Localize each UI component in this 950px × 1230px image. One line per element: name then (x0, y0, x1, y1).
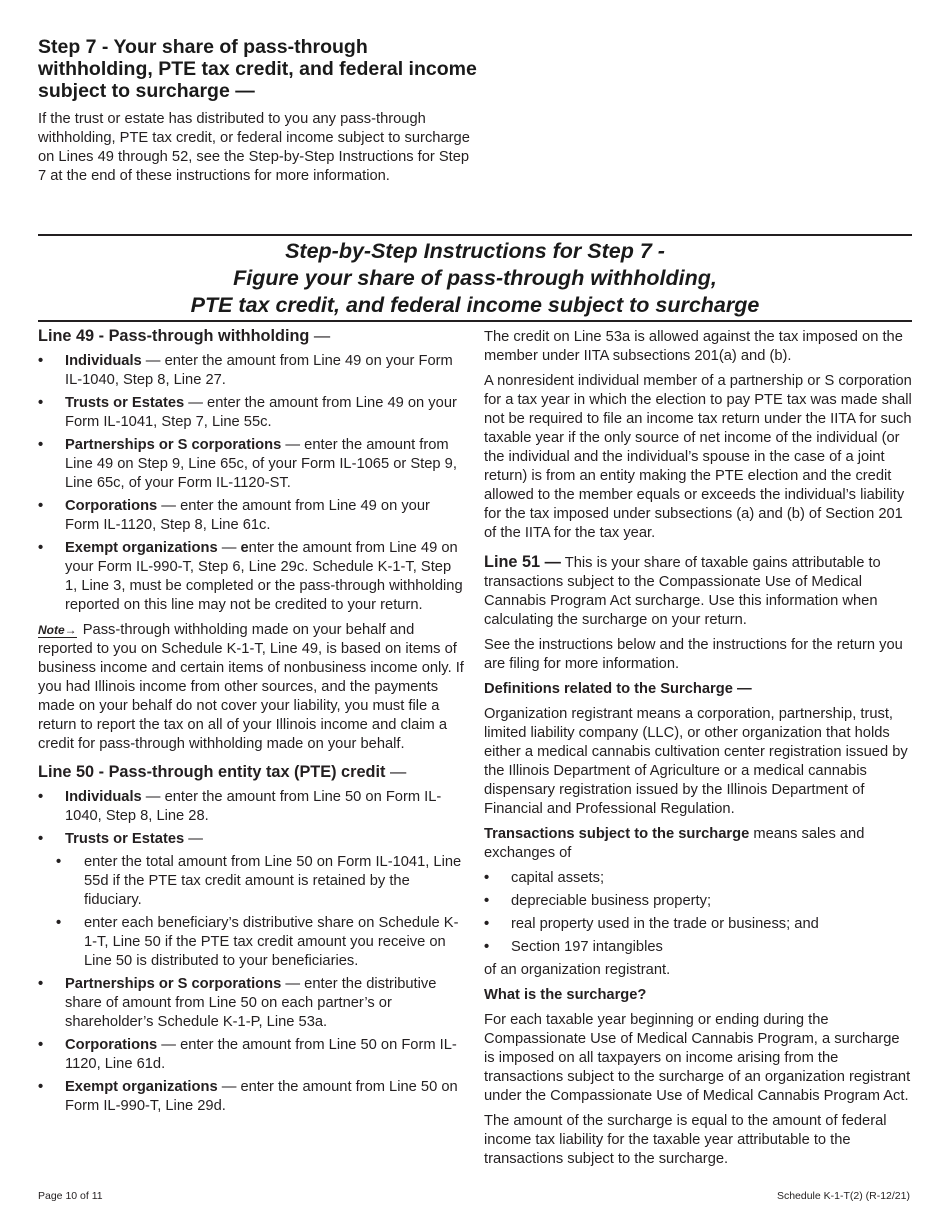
step7-intro (38, 36, 478, 186)
list-item: • Section 197 intangibles (484, 938, 912, 957)
list-item: • enter each beneficiary’s distributive share on Schedule K-1-T, Line 50 if the PTE tax credit amount you receive on Line 50 is distributed to your beneficiaries. (38, 914, 466, 971)
surcharge-amount-paragraph: The amount of the surcharge is equal to the amount of federal income tax liability for the taxable year attributable to the transactions subject to the surcharge. (484, 1113, 887, 1167)
list-item: • Partnerships or S corporations — enter the amount from Line 49 on Step 9, Line 65c, of your Form IL-1065 or Step 9, Line 65c, of your Form IL-1120-ST. (38, 436, 466, 493)
note-arrow-icon: Note→ (38, 623, 77, 637)
step-by-step-banner (38, 238, 912, 319)
list-item: • Individuals — enter the amount from Line 49 on your Form IL-1040, Step 8, Line 27. (38, 352, 466, 390)
line49-note: Note→ Pass-through withholding made on your behalf and reported to you on Schedule K-1-T, Line 49, is based on items of business income and certain items of nonbusiness income only. If you had Illinois income from other sources, and the payments made on your behalf do not cover your liability, you must file a return to report the tax on all of your Illinois income and claim a credit for pass-through withholding made on your behalf. (38, 622, 464, 752)
line49-heading: Line 49 - Pass-through withholding — (38, 327, 331, 345)
form-identifier: Schedule K-1-T(2) (R-12/21) (776, 1190, 910, 1202)
banner-bottom-rule (38, 320, 912, 322)
organization-registrant-paragraph: Organization registrant means a corporation, partnership, trust, limited liability company (LLC), or other organization that holds either a medical cannabis cultivation center registration issued by the Illinois Department of Agriculture or a medical cannabis dispensary registration issued by the Illinois Department of Financial and Professional Regulation. (484, 706, 908, 817)
left-column (38, 326, 466, 1120)
see-instructions-paragraph: See the instructions below and the instructions for the return you are filing for more information. (484, 637, 903, 672)
definitions-heading: Definitions related to the Surcharge — (484, 681, 752, 697)
line50-list (38, 788, 466, 849)
banner-line-3: PTE tax credit, and federal income subject to surcharge (190, 293, 760, 317)
banner-line-2: Figure your share of pass-through withholding, (233, 266, 717, 290)
list-item: • Exempt organizations — enter the amount from Line 50 on Form IL-990-T, Line 29d. (38, 1078, 466, 1116)
list-item: • Corporations — enter the amount from Line 49 on your Form IL-1120, Step 8, Line 61c. (38, 497, 466, 535)
what-is-surcharge-heading: What is the surcharge? (484, 987, 647, 1003)
list-item: • Trusts or Estates — (38, 830, 466, 849)
list-item: • capital assets; (484, 869, 912, 888)
page-number: Page 10 of 11 (38, 1190, 103, 1202)
transactions-list (484, 869, 912, 957)
list-item: • Partnerships or S corporations — enter the distributive share of amount from Line 50 on each partner’s or shareholder’s Schedule K-1-P, Line 53a. (38, 975, 466, 1032)
nonresident-paragraph: A nonresident individual member of a partnership or S corporation for a tax year in which the election to pay PTE tax was made shall not be required to file an income tax return under the IITA for such taxable year if the only source of net income of the individual (or the individual and the individual’s spouse in the case of a joint return) is from an entity making the PTE election and the credit allowed to the member equals or exceeds the individual’s liability for the tax imposed under subsections (a) and (b) of Section 201 of the IITA for the tax year. (484, 373, 912, 541)
line50-trusts-sublist (38, 853, 466, 971)
line50-list-cont (38, 975, 466, 1116)
list-item: • depreciable business property; (484, 892, 912, 911)
list-item: • Individuals — enter the amount from Line 50 on Form IL-1040, Step 8, Line 28. (38, 788, 466, 826)
list-item: • Trusts or Estates — enter the amount from Line 49 on your Form IL-1041, Step 7, Line 55c. (38, 394, 466, 432)
line49-list (38, 352, 466, 615)
banner-top-rule (38, 234, 912, 236)
list-item: • enter the total amount from Line 50 on Form IL-1041, Line 55d if the PTE tax credit amount is retained by the fiduciary. (38, 853, 466, 910)
step7-title: Step 7 - Your share of pass-through withholding, PTE tax credit, and federal income subject to surcharge — (38, 36, 477, 102)
list-item: • real property used in the trade or business; and (484, 915, 912, 934)
list-item: • Corporations — enter the amount from Line 50 on Form IL-1120, Line 61d. (38, 1036, 466, 1074)
step7-intro-text: If the trust or estate has distributed to you any pass-through withholding, PTE tax credit, or federal income subject to surcharge on Lines 49 through 52, see the Step-by-Step Instructions for Step 7 at the end of these instructions for more information. (38, 111, 470, 184)
registrant-tail: of an organization registrant. (484, 962, 671, 978)
credit-paragraph: The credit on Line 53a is allowed against the tax imposed on the member under IITA subsections 201(a) and (b). (484, 329, 903, 364)
line51-paragraph: Line 51 — This is your share of taxable gains attributable to transactions subject to the Compassionate Use of Medical Cannabis Program Act surcharge. Use this information when calculating the surcharge on your return. (484, 553, 881, 628)
right-column (484, 328, 912, 1169)
surcharge-paragraph: For each taxable year beginning or ending during the Compassionate Use of Medical Cannabis Program, a surcharge is imposed on all taxpayers on income arising from the transactions subject to the surcharge of an organization registrant under the Compassionate Use of Medical Cannabis Program Act. (484, 1012, 911, 1104)
list-item: • Exempt organizations — enter the amount from Line 49 on your Form IL-990-T, Step 6, Line 29c. Schedule K-1-T, Step 1, Line 3, must be completed or the pass-through withholding reported on this line may not be credited to your return. (38, 539, 466, 615)
transactions-paragraph: Transactions subject to the surcharge means sales and exchanges of (484, 826, 865, 861)
line50-heading: Line 50 - Pass-through entity tax (PTE) credit — (38, 763, 407, 781)
banner-line-1: Step-by-Step Instructions for Step 7 - (285, 239, 665, 263)
